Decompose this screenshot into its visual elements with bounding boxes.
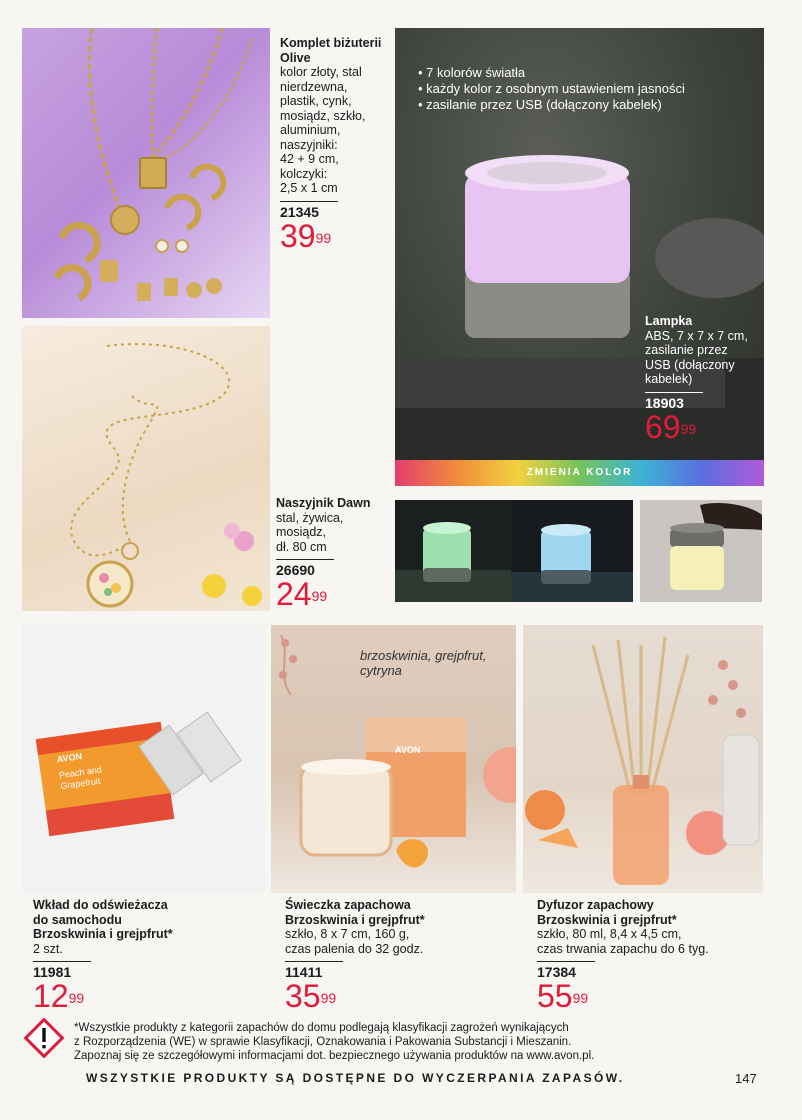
lamp-feature: • każdy kolor z osobnym ustawieniem jasności [418, 81, 685, 97]
car-refill-product-code: 11981 [33, 961, 91, 980]
car-refill-pack-brand: AVON [56, 751, 83, 765]
olive-detail-line: naszyjniki: [280, 137, 338, 152]
olive-price-cents: 99 [315, 229, 332, 246]
disclaimer-line: z Rozporządzenia (WE) w sprawie Klasyfikacji, Oznakowania i Pakowania Substancji i Mieszanin. [74, 1036, 572, 1048]
olive-detail-line: 42 + 9 cm, [280, 152, 339, 166]
candle-scent-line: cytryna [360, 663, 402, 678]
car-refill-pack-text: Peach and Grapefruit [58, 764, 103, 792]
hazard-warning-icon [24, 1018, 64, 1058]
candle-detail: czas palenia do 32 godz. [285, 941, 424, 956]
lamp-info [645, 314, 748, 443]
candle-detail: szkło, 8 x 7 cm, 160 g, [285, 927, 410, 941]
car-refill-title: do samochodu [33, 912, 122, 927]
candle-title: Świeczka zapachowa [285, 898, 411, 912]
candle-product-code: 11411 [285, 961, 343, 980]
diffuser-title: Dyfuzor zapachowy [537, 898, 654, 912]
olive-detail-line: plastik, cynk, [280, 94, 352, 108]
diffuser-price-main: 55 [537, 978, 573, 1014]
diffuser-photo [523, 625, 763, 893]
dawn-necklace-illustration [22, 326, 270, 611]
lamp-thumb-green [395, 500, 517, 602]
olive-detail-line: aluminium, [280, 123, 341, 137]
candle-info [285, 898, 515, 1012]
lamp-feature: • 7 kolorów światła [418, 65, 685, 81]
lamp-details [645, 329, 748, 387]
disclaimer-line: Zapoznaj się ze szczegółowymi informacjami dot. bezpiecznego używania produktów na www.avon.pl. [74, 1050, 595, 1062]
olive-jewelry-illustration [22, 28, 270, 318]
lamp-green-illustration [395, 500, 517, 602]
dawn-detail-line: dł. 80 cm [276, 539, 327, 554]
lamp-blue-illustration [511, 500, 633, 602]
disclaimer-line: *Wszystkie produkty z kategorii zapachów do domu podlegają klasyfikacji zagrożeń wynikających [74, 1022, 569, 1034]
lamp-detail-line: zasilanie przez [645, 343, 728, 357]
car-refill-detail: 2 szt. [33, 941, 63, 956]
lamp-price-cents: 99 [680, 420, 697, 437]
page-number: 147 [735, 1071, 757, 1086]
dawn-details [276, 511, 391, 555]
olive-detail-line: kolczyki: [280, 166, 328, 181]
olive-detail-line: mosiądz, szkło, [280, 108, 366, 123]
diffuser-info [537, 898, 762, 1012]
lamp-thumb-blue [511, 500, 633, 602]
lamp-hand-illustration [640, 500, 762, 602]
candle-title: Brzoskwinia i grejpfrut* [285, 912, 425, 927]
car-refill-photo [22, 625, 265, 893]
candle-price-cents: 99 [320, 990, 337, 1006]
lamp-detail-line: kabelek) [645, 372, 693, 386]
dawn-price [276, 578, 391, 610]
olive-detail-line: kolor złoty, stal [280, 65, 362, 79]
candle-price-main: 35 [285, 978, 321, 1014]
car-refill-info [33, 898, 248, 1012]
diffuser-detail: szkło, 80 ml, 8,4 x 4,5 cm, [537, 927, 682, 941]
hazard-disclaimer [74, 1021, 714, 1063]
diffuser-price-cents: 99 [572, 990, 589, 1006]
candle-scent-notes [360, 648, 486, 678]
lamp-feature: • zasilanie przez USB (dołączony kabelek) [418, 97, 685, 113]
lamp-price [645, 408, 748, 445]
lamp-detail-line: USB (dołączony [645, 357, 735, 372]
dawn-product-code: 26690 [276, 559, 334, 578]
dawn-detail-line: stal, żywica, [276, 510, 344, 525]
dawn-detail-line: mosiądz, [276, 525, 327, 539]
olive-price-main: 39 [280, 217, 316, 254]
diffuser-illustration [523, 625, 763, 893]
car-refill-title: Wkład do odświeżacza [33, 898, 168, 912]
lamp-feature-list [418, 65, 685, 113]
car-refill-title: Brzoskwinia i grejpfrut* [33, 927, 173, 941]
dawn-necklace-photo [22, 326, 270, 611]
olive-jewelry-photo [22, 28, 270, 318]
olive-price [280, 217, 390, 254]
olive-detail-line: 2,5 x 1 cm [280, 181, 338, 195]
candle-price [285, 980, 515, 1012]
dawn-price-main: 24 [276, 576, 312, 612]
availability-note: WSZYSTKIE PRODUKTY SĄ DOSTĘPNE DO WYCZERPANIA ZAPASÓW. [86, 1071, 625, 1085]
diffuser-detail: czas trwania zapachu do 6 tyg. [537, 941, 709, 956]
olive-product-code: 21345 [280, 201, 338, 220]
dawn-title: Naszyjnik Dawn [276, 496, 371, 510]
car-refill-price [33, 980, 248, 1012]
dawn-info [276, 496, 391, 610]
olive-detail-line: nierdzewna, [280, 79, 348, 94]
car-refill-price-main: 12 [33, 978, 69, 1014]
lamp-product-code: 18903 [645, 392, 703, 411]
diffuser-product-code: 17384 [537, 961, 595, 980]
olive-title: Komplet biżuterii Olive [280, 36, 382, 65]
olive-info [280, 36, 390, 252]
candle-box-brand: AVON [395, 745, 421, 755]
olive-details [280, 65, 390, 196]
candle-scent-line: brzoskwinia, grejpfrut, [360, 648, 487, 663]
lamp-title: Lampka [645, 314, 693, 328]
lamp-thumb-hand [640, 500, 762, 602]
color-change-banner: ZMIENIA KOLOR [395, 460, 764, 486]
lamp-price-main: 69 [645, 408, 681, 445]
dawn-price-cents: 99 [311, 588, 328, 604]
diffuser-title: Brzoskwinia i grejpfrut* [537, 912, 677, 927]
car-refill-price-cents: 99 [68, 990, 85, 1006]
lamp-detail-line: ABS, 7 x 7 x 7 cm, [645, 328, 748, 343]
diffuser-price [537, 980, 762, 1012]
